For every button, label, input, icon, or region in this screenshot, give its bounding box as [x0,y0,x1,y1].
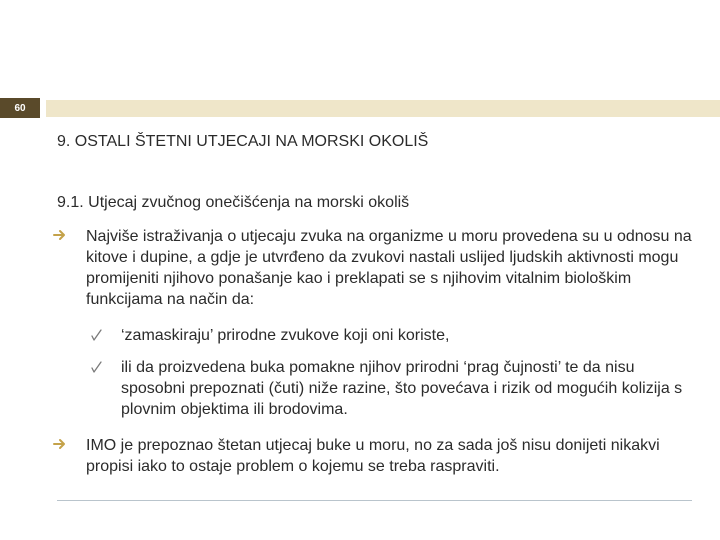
page-number-badge [0,98,40,118]
list-item [86,226,696,310]
sub-list-item-text: ‘zamaskiraju’ prirodne zvukove koji oni koriste, [121,327,450,344]
section-heading: 9. OSTALI ŠTETNI UTJECAJI NA MORSKI OKOLIŠ [57,133,429,150]
header-band [46,100,720,117]
arrow-right-icon [53,438,67,450]
page-number: 60 [14,102,26,114]
sub-list-item-text: ili da proizvedena buka pomakne njihov prirodni ‘prag čujnosti’ te da nisu sposobni prepoznati (čuti) niže razine, što povećava i rizik od mogućih kolizija s plovnim objektima ili brodovima. [121,359,683,418]
sub-list-item [121,325,696,346]
checkmark-icon [91,329,103,341]
subsection-heading: 9.1. Utjecaj zvučnog onečišćenja na morski okoliš [57,194,410,211]
checkmark-icon [91,361,103,373]
bottom-divider [57,500,692,501]
arrow-right-icon [53,229,67,241]
list-item-text: IMO je prepoznao štetan utjecaj buke u moru, no za sada još nisu donijeti nikakvi propisi iako to ostaje problem o kojemu se treba raspraviti. [86,437,660,475]
list-item-text: Najviše istraživanja o utjecaju zvuka na organizme u moru provedena su u odnosu na kitove i dupine, a gdje je utvrđeno da zvukovi nastali uslijed ljudskih aktivnosti mogu promijeniti njihovo ponašanje kao i preklapati se s njihovim vitalnim biološkim funkcijama na način da: [86,228,692,308]
list-item [86,435,696,477]
sub-list-item [121,357,696,420]
